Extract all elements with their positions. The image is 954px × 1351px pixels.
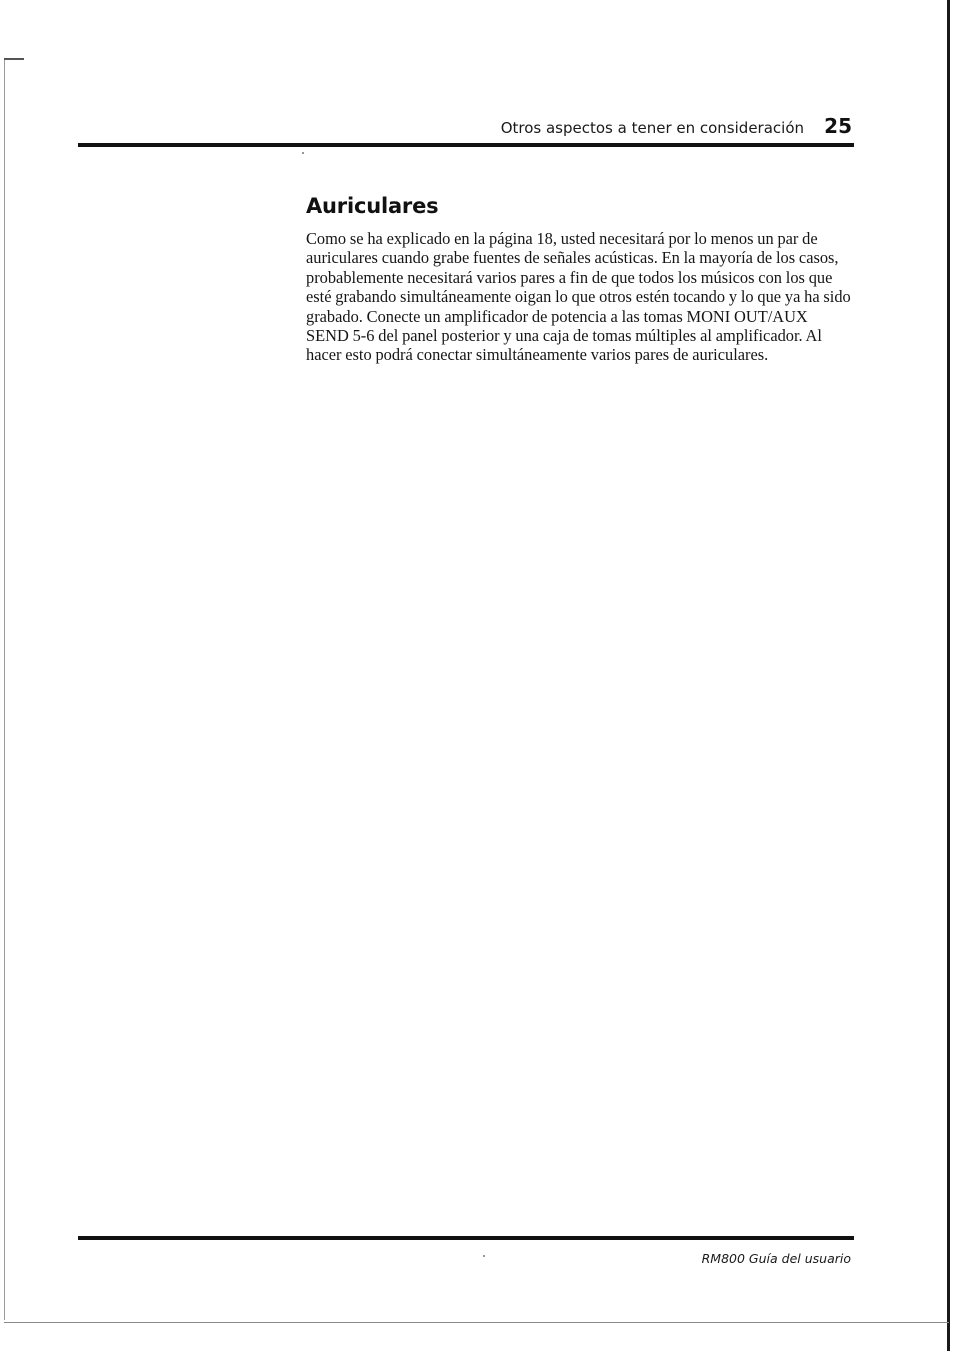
- footer-text: RM800 Guía del usuario: [701, 1251, 851, 1266]
- scan-edge-left: [4, 60, 5, 1320]
- scan-corner-mark: [4, 58, 24, 60]
- running-title: Otros aspectos a tener en consideración: [500, 119, 804, 137]
- header-rule: [78, 143, 854, 147]
- running-header: [78, 112, 854, 140]
- scan-edge-right: [947, 0, 950, 1351]
- scan-edge-bottom: [4, 1322, 949, 1323]
- body-paragraph: Como se ha explicado en la página 18, usted necesitará por lo menos un par de auriculares cuando grabe fuentes de señales acústicas. En la mayoría de los casos, probablemente necesitará varios pares a fin de que todos los músicos con los que esté grabando simultáneamente oigan lo que otros estén tocando y lo que ya ha sido grabado. Conecte un amplificador de potencia a las tomas MONI OUT/AUX SEND 5-6 del panel posterior y una caja de tomas múltiples al amplificador. Al hacer esto podrá conectar simultáneamente varios pares de auriculares.: [306, 229, 851, 365]
- section-heading: Auriculares: [306, 194, 439, 218]
- footer-rule: [78, 1236, 854, 1240]
- scan-speck: [302, 152, 304, 154]
- scan-speck: [483, 1255, 485, 1257]
- page-number: 25: [824, 114, 852, 138]
